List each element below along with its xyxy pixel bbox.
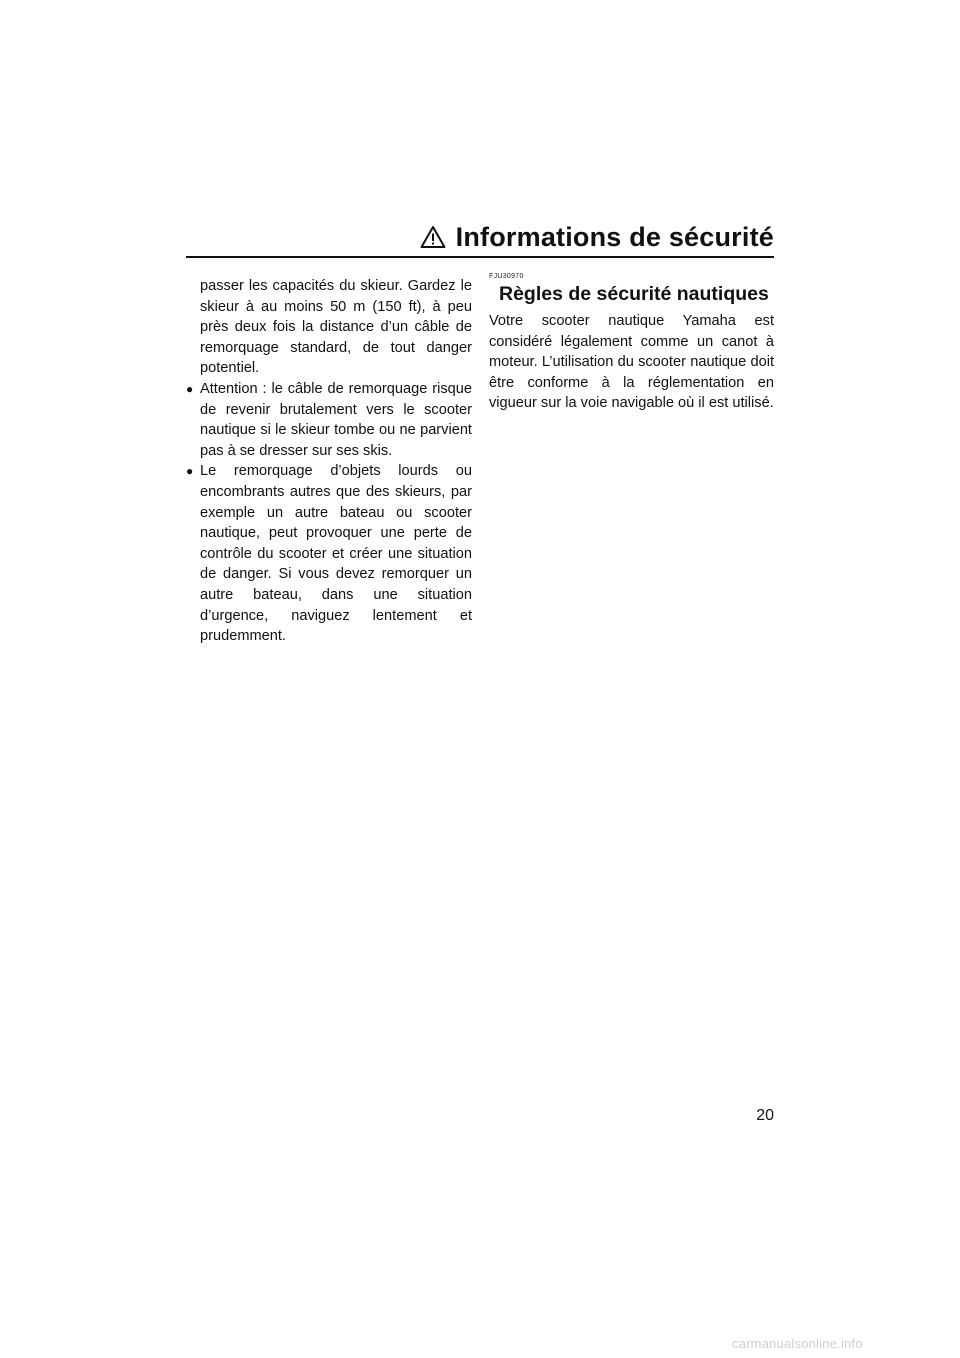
bullet-text: Attention : le câble de remorquage risque de revenir brutalement vers le scooter nautique si le skieur tombe ou ne parvient pas à se dresser sur ses skis. <box>200 380 472 459</box>
bullet-list <box>186 379 472 647</box>
section-body: Votre scooter nautique Yamaha est considéré légalement comme un canot à moteur. L’utilisation du scooter nautique doit être conforme à la réglementation en vigueur sur la voie navigable où il est utilisé. <box>489 313 774 412</box>
left-column <box>186 276 472 647</box>
warning-triangle-icon <box>420 225 446 249</box>
bullet-dot-icon: ● <box>186 464 194 479</box>
page-title: Informations de sécurité <box>455 222 774 252</box>
right-column <box>489 273 774 414</box>
bullet-item <box>186 379 472 461</box>
bullet-text: Le remorquage d’objets lourds ou encombrants autres que des skieurs, par exemple un autre bateau ou scooter nautique, peut provoquer une perte de contrôle du scooter et créer une situation de danger. Si vous devez remorquer un autre bateau, dans une situation d’urgence, naviguez lentement et prudemment. <box>200 463 472 645</box>
page-number: 20 <box>756 1107 774 1124</box>
header-title-group <box>420 222 774 252</box>
page-header <box>186 222 774 258</box>
reference-code: FJU30970 <box>489 273 524 280</box>
continued-paragraph: passer les capacités du skieur. Gardez le skieur à au moins 50 m (150 ft), à peu près deux fois la distance d’un câble de remorquage standard, de tout danger potentiel. <box>200 278 472 377</box>
bullet-item <box>186 461 472 646</box>
watermark: carmanualsonline.info <box>732 1336 863 1351</box>
bullet-dot-icon: ● <box>186 381 194 396</box>
section-title: Règles de sécurité nautiques <box>499 283 769 305</box>
